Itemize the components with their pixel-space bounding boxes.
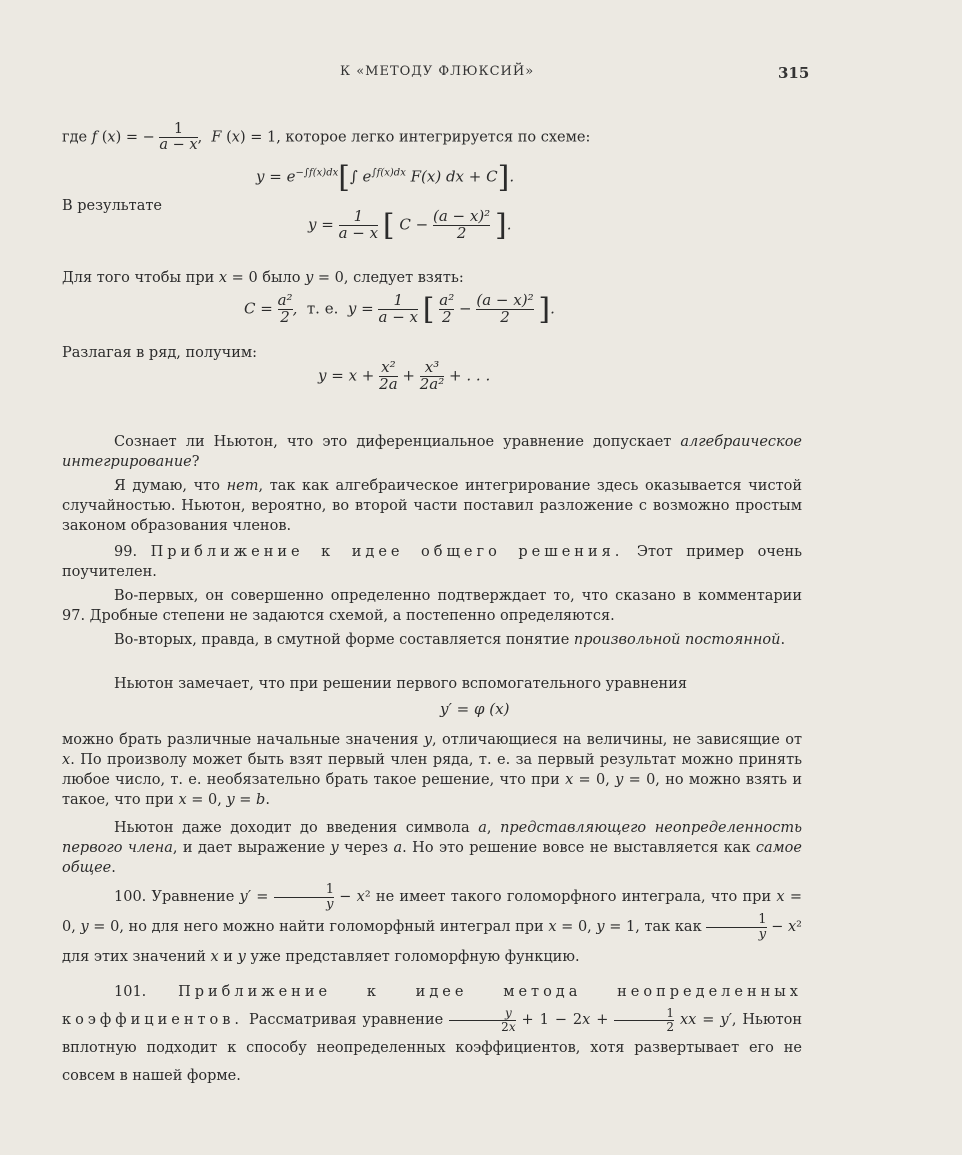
formula-result: y = $\frac{1}{a - x}$ [ C − $\frac{\text{(a − x)²}}{2}$ ].: [308, 207, 512, 243]
paragraph-8: Ньютон даже доходит до введения символа a, представляющего неопределенность первого члена, и дает выражение y через a. Но это решение вовсе не выставляется как самое общее.: [62, 820, 802, 876]
paragraph-6: Ньютон замечает, что при решении первого вспомогательного уравнения: [114, 676, 688, 692]
paragraph-5: Во-вторых, правда, в смутной форме составляется понятие произвольной постоянной.: [114, 632, 786, 648]
section-101-number: 101.: [114, 984, 147, 1000]
formula-aux: y′ = φ (x): [440, 700, 510, 718]
section-101: 101. Приближение к идее метода неопределенных коэффициентов. Рассматривая уравнение $\frac{y}{2x}$ + 1 − 2x + $\frac{1}{2}$ xx = y′, Ньютон вплотную подходит к способу неопределенных коэффициентов, хотя развертывает его не совсем в нашей форме.: [62, 984, 802, 1084]
section-101-heading: Приближение к идее метода неопределенных коэффициентов.: [62, 984, 802, 1028]
section-100: 100. Уравнение y′ = $\frac{1}{y}$ − x² не имеет такого голоморфного интеграла, что при x = 0, y = 0, но для него можно найти голоморфный интеграл при x = 0, y = 1, так как $\frac{1}{y}$ − x² для этих значений x и y уже представляет голоморфную функцию.: [62, 881, 802, 965]
section-99-number: 99.: [114, 544, 138, 560]
formula-series: y = x + $\frac{\text{x²}}{2a}$ + $\frac{\text{x³}}{\text{2a²}}$ + . . .: [318, 358, 491, 393]
running-header: К «МЕТОДУ ФЛЮКСИЙ»: [340, 64, 535, 79]
section-99-heading: Приближение к идее общего решения.: [150, 544, 624, 560]
formula-general: $y = e^{-\int f(x)dx}[\int$ $e^{\int f(x)dx}$ F(x) dx + C].: [256, 160, 515, 195]
expand-line: Разлагая в ряд, получим:: [62, 345, 258, 361]
paragraph-7: можно брать различные начальные значения y, отличающиеся на величины, не зависящие от x. По произволу может быть взят первый член ряда, т. е. за первый результат можно принять любое число, т. е. необязательно брать такое решение, что при x = 0, y = 0, но можно взять и такое, что при x = 0, y = b.: [62, 732, 803, 808]
paragraph-4: Во-первых, он совершенно определенно подтверждает то, что сказано в комментарии 97. Дробные степени не задаются схемой, а постепенно определяются.: [62, 588, 802, 624]
page-number: 315: [778, 64, 810, 82]
section-99: [62, 542, 802, 582]
formula-condition: C = $\frac{\text{a²}}{2}$ , т. е. y = $\frac{1}{a - x}$ [ $\frac{\text{a²}}{2}$ − $\frac{\text{(a − x)²}}{2}$ ].: [244, 291, 555, 327]
paragraph-2: Я думаю, что нет, так как алгебраическое интегрирование здесь оказывается чистой случайностью. Ньютон, вероятно, во второй части поставил разложение с возможно простым законом образования членов.: [62, 478, 802, 534]
intro-line: где f (x) = − $\frac{1}{a - x}$ , F (x) = 1, которое легко интегрируется по схеме:: [62, 121, 591, 154]
result-label: В результате: [62, 198, 162, 214]
condition-line: Для того чтобы при x = 0 было y = 0, следует взять:: [62, 270, 464, 286]
paragraph-1: Сознает ли Ньютон, что это диференциальное уравнение допускает алгебраическое интегрирование?: [62, 434, 802, 470]
section-99-text: Этот пример очень поучителен.: [62, 544, 803, 580]
